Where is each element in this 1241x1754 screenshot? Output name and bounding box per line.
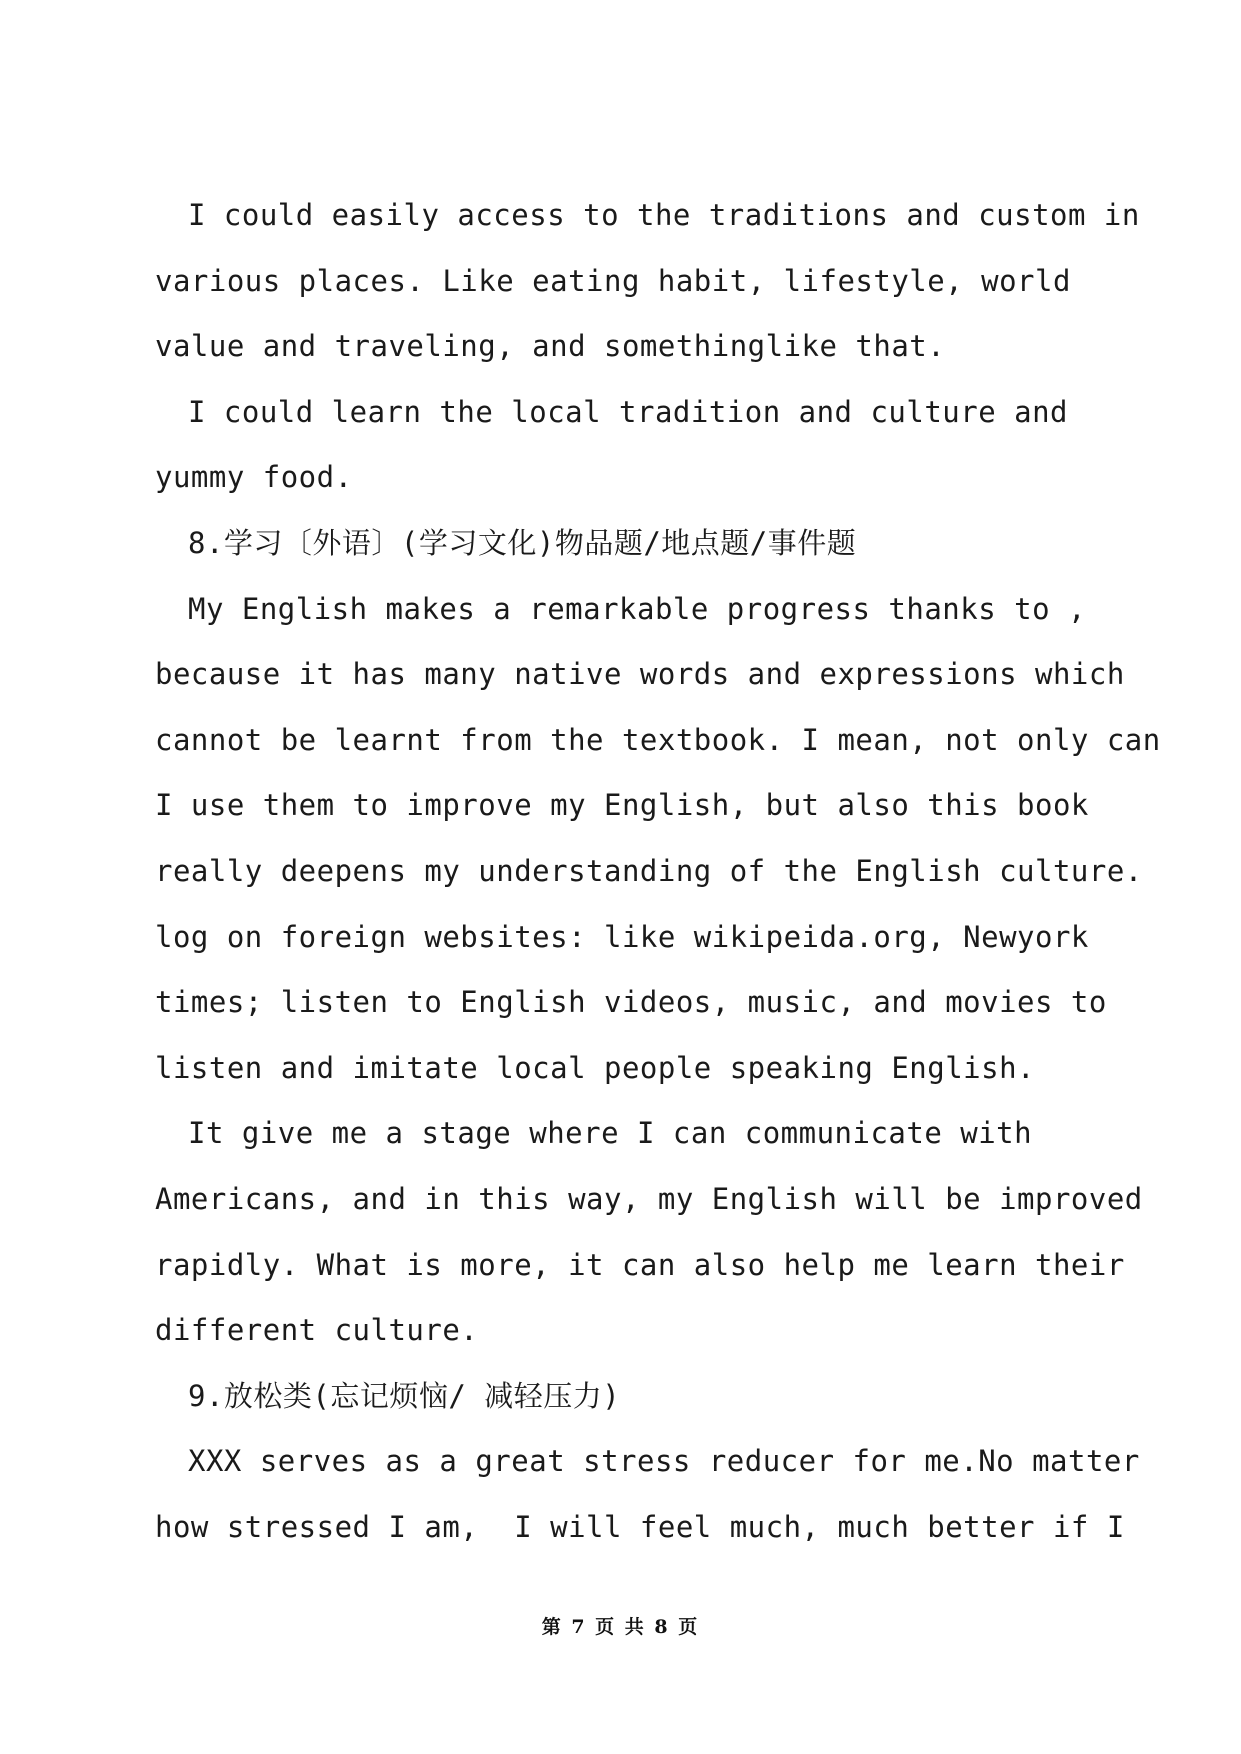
page-number-footer: 第 7 页 共 8 页 — [541, 1616, 700, 1638]
section-heading: 9.放松类(忘记烦恼/ 减轻压力) — [188, 1378, 621, 1413]
text-line: value and traveling, and somethinglike that. — [155, 329, 946, 364]
text-line: My English makes a remarkable progress thanks to , — [188, 591, 1086, 626]
text-line: cannot be learnt from the textbook. I mean, not only can — [155, 722, 1161, 757]
text-line: how stressed I am, I will feel much, much better if I — [155, 1509, 1125, 1544]
text-line: I use them to improve my English, but also this book — [155, 788, 1089, 823]
text-line: different culture. — [155, 1313, 479, 1348]
text-line: really deepens my understanding of the English culture. — [155, 853, 1143, 888]
text-line: listen and imitate local people speaking English. — [155, 1050, 1036, 1085]
text-line: I could learn the local tradition and culture and — [188, 394, 1069, 429]
text-line: times; listen to English videos, music, and movies to — [155, 985, 1107, 1020]
text-line: because it has many native words and expressions which — [155, 657, 1125, 692]
text-line: XXX serves as a great stress reducer for me.No matter — [188, 1444, 1140, 1479]
document-body — [155, 183, 1161, 1560]
text-line: yummy food. — [155, 460, 353, 495]
text-line: I could easily access to the traditions and custom in — [188, 198, 1140, 232]
text-line: rapidly. What is more, it can also help me learn their — [155, 1247, 1125, 1282]
text-line: Americans, and in this way, my English will be improved — [155, 1181, 1143, 1216]
section-heading: 8.学习〔外语〕(学习文化)物品题/地点题/事件题 — [188, 525, 857, 560]
text-line: It give me a stage where I can communicate with — [188, 1116, 1033, 1151]
text-line: various places. Like eating habit, lifestyle, world — [155, 263, 1071, 298]
text-line: log on foreign websites: like wikipeida.org, Newyork — [155, 919, 1089, 954]
